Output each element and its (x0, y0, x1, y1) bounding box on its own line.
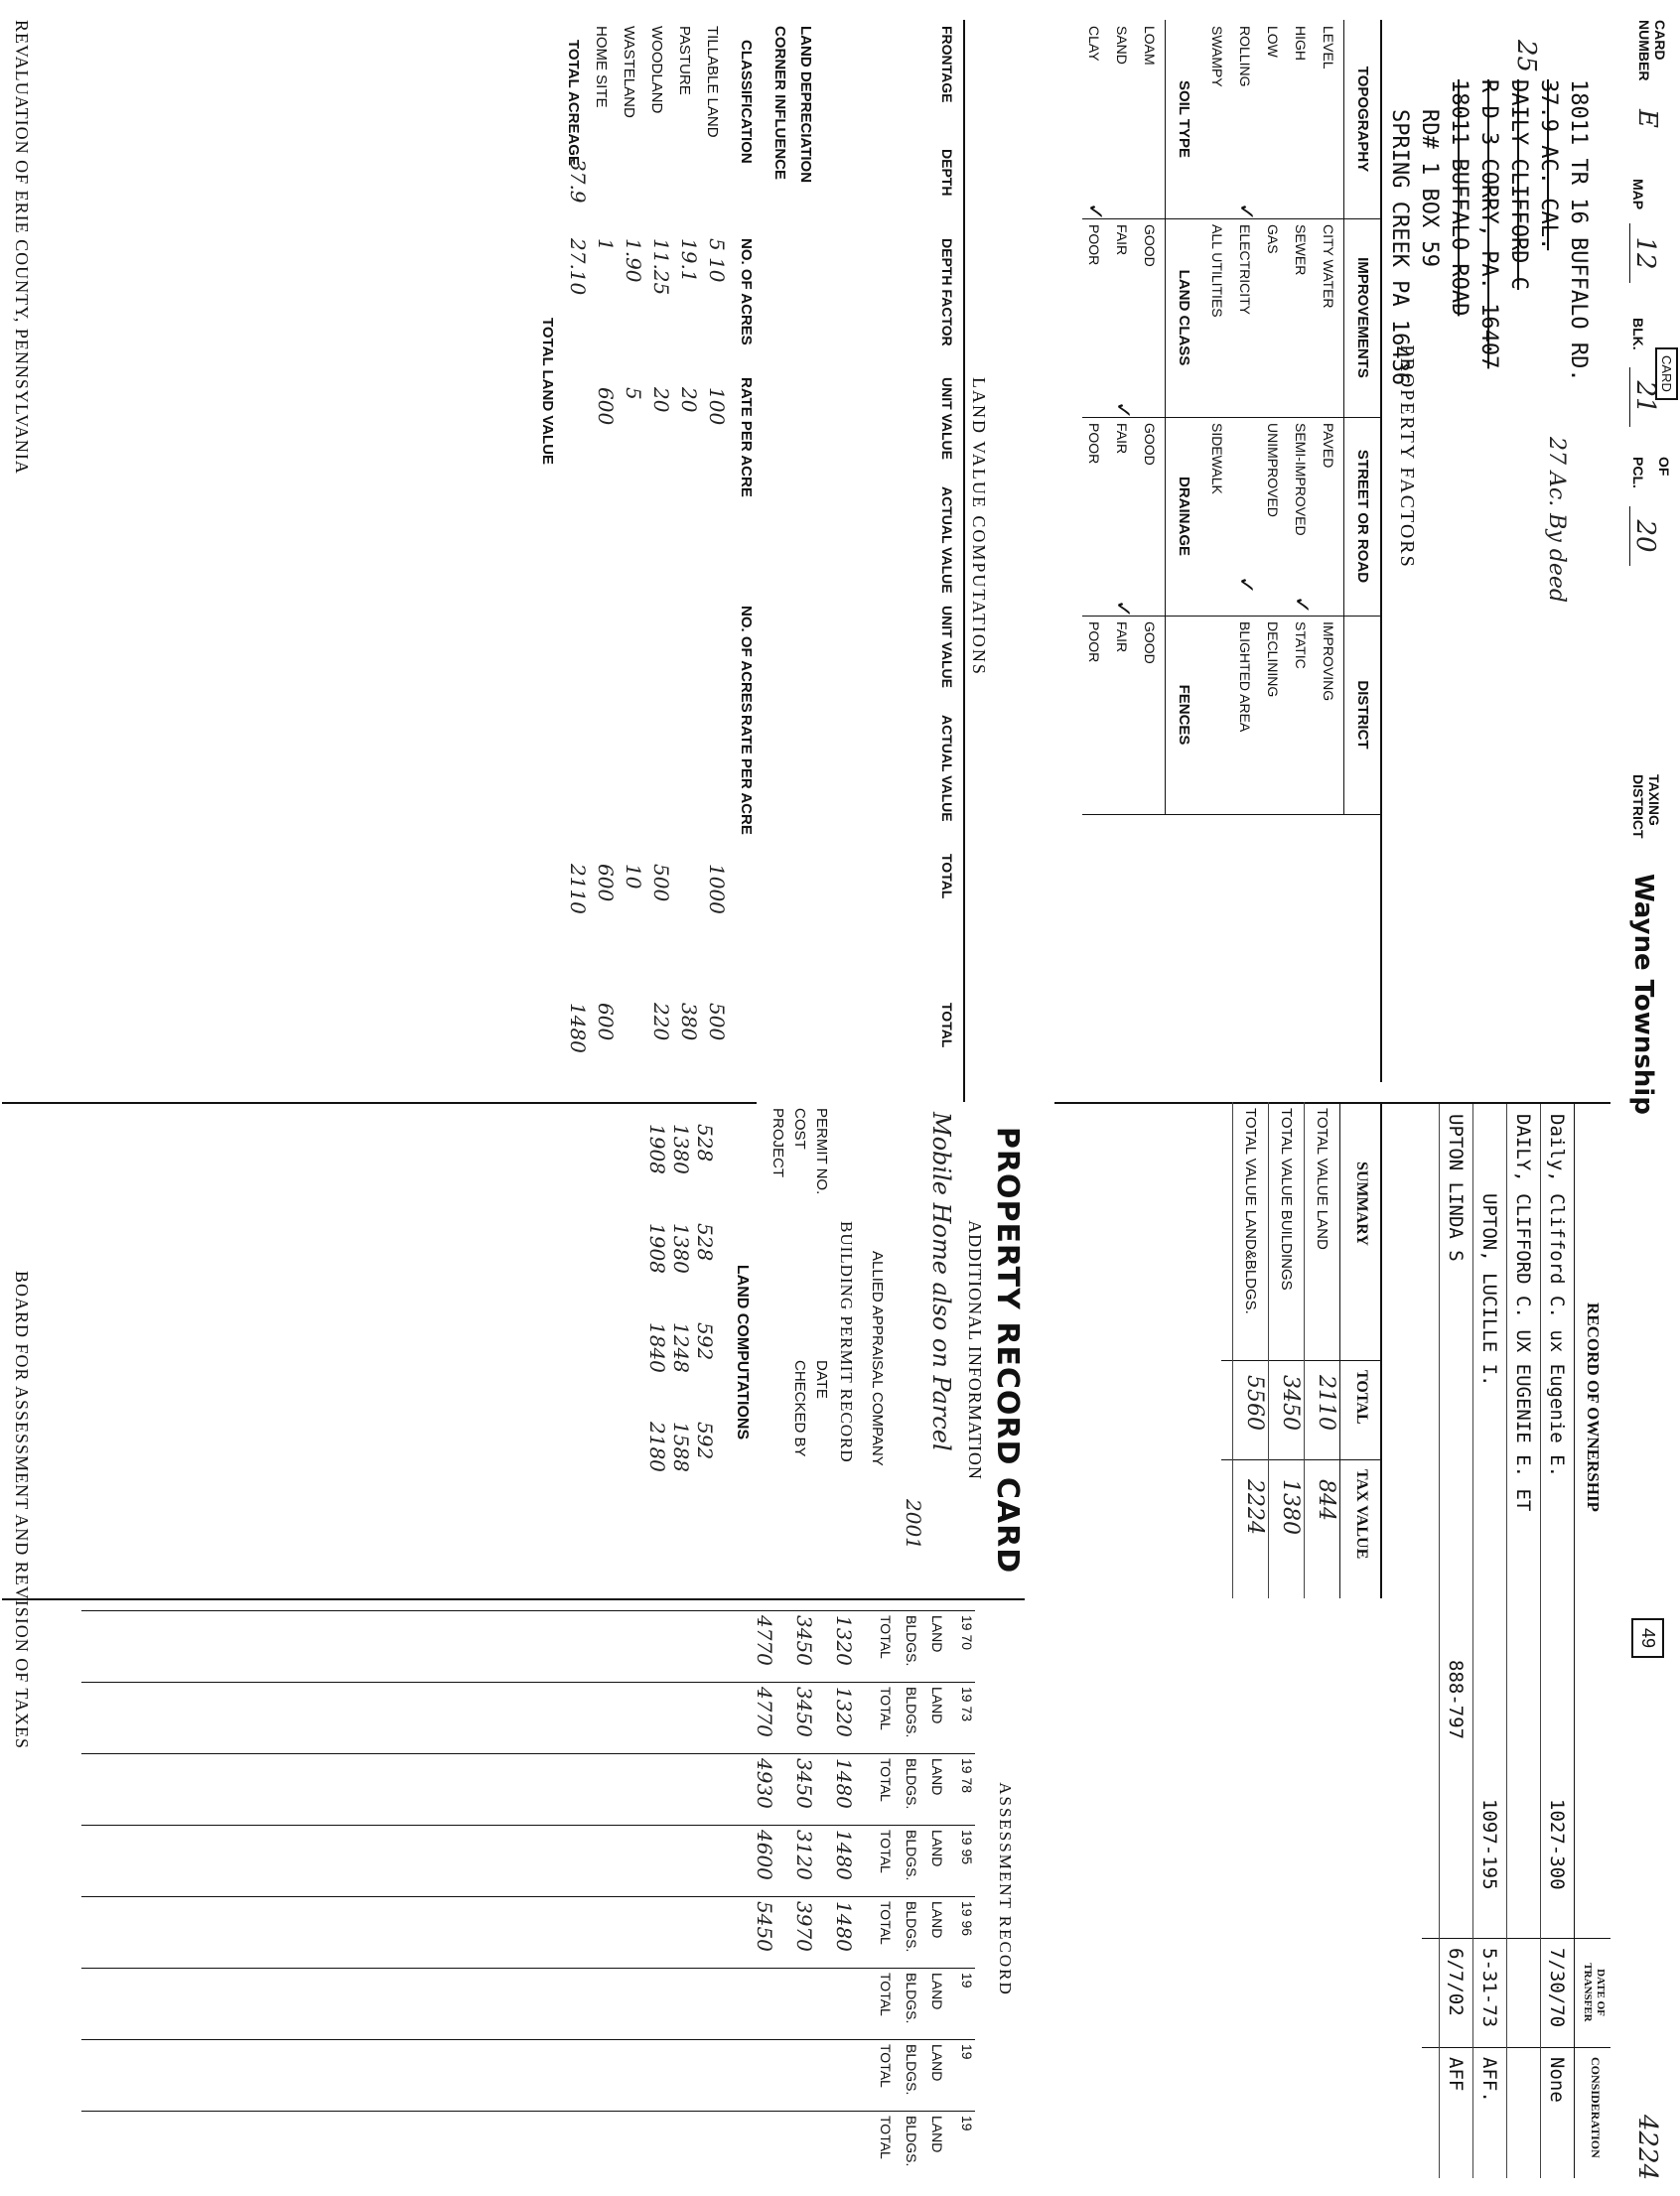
topo-low: LOW (1265, 26, 1281, 58)
class-tillable-total-2: 500 (705, 1003, 729, 1041)
permit-date-label: DATE (813, 1360, 830, 1399)
pf-divider (1082, 218, 1380, 219)
assessment-year-block (81, 2111, 975, 2179)
summary-title: SUMMARY (1353, 1162, 1370, 1246)
class-tillable-rate: 100 (705, 387, 729, 426)
summary-total: 2110 (1314, 1375, 1338, 1431)
permit-no-label: PERMIT NO. (813, 1108, 830, 1195)
assessment-year-block (81, 2039, 975, 2108)
summary-row (1304, 1102, 1338, 1598)
summary-label: TOTAL VALUE LAND (1314, 1108, 1330, 1250)
card-label: CARD (1655, 347, 1678, 400)
soil-header: SOIL TYPE (1165, 20, 1201, 218)
margin-note: 25 (1511, 40, 1541, 73)
assessment-bldgs-value: 3970 (792, 1901, 816, 1952)
fences-fair: FAIR (1114, 621, 1130, 653)
assessment-bldgs-value: 3450 (792, 1758, 816, 1809)
assessment-row-label: TOTAL (878, 1758, 894, 1802)
rate-header: RATE PER ACRE (738, 377, 755, 497)
topo-rolling: ROLLING (1237, 26, 1253, 87)
corner-influence-label: CORNER INFLUENCE (771, 26, 788, 181)
owner-ref: 1097-195 (1478, 1799, 1500, 1890)
assessment-year: 19 95 (959, 1830, 975, 1865)
assessment-row-label: LAND (929, 2116, 945, 2153)
lc-figure: 528 (693, 1124, 717, 1163)
of-label: OF (1656, 457, 1672, 477)
soil-clay: CLAY (1086, 26, 1102, 62)
lv-header-total: TOTAL (939, 854, 955, 899)
assessment-record (2, 1598, 1025, 2178)
land-class-good: GOOD (1142, 224, 1158, 267)
card-footer (2, 20, 32, 2174)
assessment-row-label: BLDGS. (904, 1901, 919, 1953)
address-line-7: SPRING CREEK PA 16436 (1387, 109, 1412, 386)
assessment-total-value: 4770 (753, 1615, 776, 1666)
lv-header-depth-factor: DEPTH FACTOR (939, 238, 955, 346)
street-header: STREET OR ROAD (1343, 417, 1380, 616)
blk-label: BLK. (1630, 318, 1646, 350)
checkmark-icon: ✓ (1290, 596, 1315, 615)
owner-name: UPTON LINDA S (1445, 1114, 1467, 1262)
district-blighted: BLIGHTED AREA (1237, 621, 1253, 733)
pcl-value: 20 (1629, 506, 1660, 566)
drainage-good: GOOD (1142, 423, 1158, 466)
assessment-year: 19 96 (959, 1901, 975, 1937)
assessment-year-block (81, 1968, 975, 2036)
rate-header-2: RATE PER ACRE (738, 715, 755, 835)
assessment-row-label: LAND (929, 2044, 945, 2082)
assessment-year-block (81, 1825, 975, 1893)
address-line-5: 18011 BUFFALO ROAD (1447, 79, 1471, 317)
lv-header-unit-value: UNIT VALUE (939, 377, 955, 460)
address-line-1: 18011 TR 16 BUFFALO RD. (1566, 79, 1591, 382)
owner-consideration: AFF. (1478, 2057, 1500, 2103)
assessment-land-value: 1320 (832, 1687, 856, 1737)
assessment-year: 19 (959, 1973, 975, 1989)
assessment-row-label: LAND (929, 1901, 945, 1939)
owner-date: 7/30/70 (1546, 1948, 1568, 2028)
assessment-row-label: BLDGS. (904, 1615, 919, 1667)
card-number-label: CARD NUMBER (1636, 20, 1668, 81)
property-factors-title: PROPERTY FACTORS (1396, 344, 1418, 569)
assessment-row-label: BLDGS. (904, 1973, 919, 2024)
topo-high: HIGH (1293, 26, 1309, 61)
pcl-label: PCL. (1630, 457, 1646, 488)
district-improving: IMPROVING (1321, 621, 1336, 702)
assessment-year: 19 (959, 2044, 975, 2060)
ownership-title: RECORD OF OWNERSHIP (1584, 1303, 1603, 1512)
district-header: DISTRICT (1343, 616, 1380, 814)
assessment-row-label: TOTAL (878, 1973, 894, 2016)
acres-header: NO. OF ACRES (738, 238, 755, 345)
assessment-row-label: BLDGS. (904, 1830, 919, 1881)
class-pasture-rate: 20 (677, 387, 701, 413)
assessment-row-label: LAND (929, 1830, 945, 1867)
township-name: Wayne Township (1628, 874, 1658, 1115)
class-woodland-acres: 11.25 (649, 238, 673, 296)
improvement-electricity: ELECTRICITY (1237, 224, 1253, 316)
drainage-fair: FAIR (1114, 423, 1130, 455)
assessment-row-label: TOTAL (878, 1687, 894, 1730)
owner-name: DAILY, CLIFFORD C. UX EUGENIE E. ET (1512, 1114, 1534, 1512)
class-home-site-total: 600 (594, 864, 618, 902)
class-home-site-rate: 600 (594, 387, 618, 426)
topo-swampy: SWAMPY (1209, 26, 1225, 87)
topo-level: LEVEL (1321, 26, 1336, 69)
owner-date: 6/7/02 (1445, 1948, 1467, 2016)
record-card-title: PROPERTY RECORD CARD (990, 1126, 1025, 1575)
permit-checked-by-label: CHECKED BY (791, 1360, 808, 1457)
street-semi-improved: SEMI-IMPROVED (1293, 423, 1309, 536)
class-woodland: WOODLAND (648, 26, 665, 114)
assessment-row-label: BLDGS. (904, 1687, 919, 1738)
record-card-note: Mobile Home also on Parcel (927, 1112, 955, 1451)
owner-ref: 1027-300 (1546, 1799, 1568, 1890)
owner-ref: 888-797 (1445, 1660, 1467, 1740)
class-tillable: TILLABLE LAND (704, 26, 721, 138)
land-class-poor: POOR (1086, 224, 1102, 266)
ownership-row (1439, 1104, 1471, 2178)
improvement-all-utilities: ALL UTILITIES (1209, 224, 1225, 318)
assessment-row-label: BLDGS. (904, 2116, 919, 2167)
lc-figure: 1380 (669, 1124, 693, 1174)
blk-value: 21 (1629, 367, 1660, 427)
lc-figure: 1588 (669, 1422, 693, 1472)
summary-tax: 1380 (1278, 1479, 1303, 1535)
assessment-row-label: LAND (929, 1687, 945, 1724)
acres-header-2: NO. OF ACRES (738, 606, 755, 713)
summary-total: 3450 (1278, 1375, 1303, 1431)
drainage-header: DRAINAGE (1165, 417, 1201, 616)
class-total-acreage-acres: 27.10 (566, 238, 590, 296)
assessment-bldgs-value: 3450 (792, 1687, 816, 1737)
lv-header-total-2: TOTAL (939, 1003, 955, 1048)
improvement-city-water: CITY WATER (1321, 224, 1336, 309)
assessment-year-block (81, 1753, 975, 1822)
map-value: 12 (1629, 223, 1660, 283)
header-strip (1610, 20, 1674, 2181)
assessment-year: 19 73 (959, 1687, 975, 1722)
lv-header-unit-value-2: UNIT VALUE (939, 606, 955, 688)
assessment-land-value: 1320 (832, 1615, 856, 1666)
soil-loam: LOAM (1142, 26, 1158, 66)
assessment-total-value: 4930 (753, 1758, 776, 1809)
land-class-fair: FAIR (1114, 224, 1130, 256)
class-tillable-total: 1000 (705, 864, 729, 914)
summary-tax: 844 (1314, 1479, 1338, 1521)
total-land-value-label: TOTAL LAND VALUE (539, 318, 556, 466)
class-wasteland: WASTELAND (621, 26, 637, 118)
pf-divider (1082, 814, 1380, 815)
assessment-row-label: LAND (929, 1615, 945, 1653)
summary-row (1268, 1102, 1303, 1598)
class-pasture-total-2: 380 (677, 1003, 701, 1041)
box-number: 49 (1631, 1618, 1664, 1658)
fences-good: GOOD (1142, 621, 1158, 664)
taxing-district-label: TAXING DISTRICT (1630, 774, 1662, 839)
owner-name: Daily, Clifford C. ux Eugenie E. (1546, 1114, 1568, 1478)
assessment-year: 19 70 (959, 1615, 975, 1651)
lc-figure: 2180 (645, 1422, 669, 1472)
assessment-row-label: LAND (929, 1973, 945, 2010)
assessment-row-label: BLDGS. (904, 2044, 919, 2096)
summary-table (1052, 1102, 1382, 1598)
class-pasture-acres: 19.1 (677, 238, 701, 283)
assessment-total-value: 4770 (753, 1687, 776, 1737)
class-total-acreage: TOTAL ACREAGE (565, 40, 582, 166)
assessment-land-value: 1480 (832, 1758, 856, 1809)
drainage-poor: POOR (1086, 423, 1102, 465)
assessment-bldgs-value: 3120 (792, 1830, 816, 1880)
assessment-year-block (81, 1610, 975, 1679)
total-acreage-note: 37.9 (566, 159, 590, 204)
class-tillable-acres: 5 10 (705, 238, 729, 283)
street-sidewalk: SIDEWALK (1209, 423, 1225, 494)
assessment-row-label: TOTAL (878, 1901, 894, 1945)
improvement-gas: GAS (1265, 224, 1281, 254)
assessment-year: 19 (959, 2116, 975, 2131)
class-woodland-rate: 20 (649, 387, 673, 413)
class-home-site-total-2: 600 (594, 1003, 618, 1041)
class-woodland-total: 500 (649, 864, 673, 902)
footer-left: REVALUATION OF ERIE COUNTY, PENNSYLVANIA (12, 20, 32, 475)
assessment-total-value: 5450 (753, 1901, 776, 1952)
fences-poor: POOR (1086, 621, 1102, 663)
date-of-transfer-label: DATE OF TRANSFER (1582, 1963, 1607, 2022)
assessment-land-value: 1480 (832, 1901, 856, 1952)
record-card-note-year: 2001 (902, 1499, 925, 1550)
permit-cost-label: COST (791, 1108, 808, 1150)
summary-total: 5560 (1242, 1375, 1267, 1431)
improvements-header: IMPROVEMENTS (1343, 218, 1380, 417)
assessment-year-block (81, 1896, 975, 1965)
district-declining: DECLINING (1265, 621, 1281, 698)
street-unimproved: UNIMPROVED (1265, 423, 1281, 517)
owner-consideration: AFF (1445, 2057, 1467, 2092)
record-card-subtitle: ADDITIONAL INFORMATION (965, 1220, 985, 1480)
ownership-row (1472, 1104, 1505, 2178)
land-computations (2, 1102, 757, 1600)
lc-figure: 1908 (645, 1223, 669, 1274)
address-line-2: 37.9 AC. CAL. (1536, 79, 1561, 251)
district-static: STATIC (1293, 621, 1309, 669)
owner-consideration: None (1546, 2057, 1568, 2103)
land-class-header: LAND CLASS (1165, 218, 1201, 417)
assessment-land-value: 1480 (832, 1830, 856, 1880)
permit-title: BUILDING PERMIT RECORD (837, 1221, 856, 1463)
lv-header-actual-value: ACTUAL VALUE (939, 486, 955, 594)
class-total-acreage-total-2: 1480 (566, 1003, 590, 1053)
summary-label: TOTAL VALUE LAND&BLDGS. (1242, 1108, 1259, 1314)
checkmark-icon: ✓ (1083, 203, 1108, 221)
checkmark-icon: ✓ (1234, 576, 1259, 595)
lc-figure: 1840 (645, 1322, 669, 1373)
class-woodland-total-2: 220 (649, 1003, 673, 1041)
summary-tax-col: TAX VALUE (1353, 1469, 1370, 1560)
checkmark-icon: ✓ (1234, 203, 1259, 221)
assessment-row-label: TOTAL (878, 2116, 894, 2159)
lc-figure: 528 (693, 1223, 717, 1262)
card-number-value: E (1632, 109, 1662, 128)
class-wasteland-acres: 1.90 (622, 238, 645, 283)
summary-total-col: TOTAL (1353, 1370, 1370, 1425)
assessment-total-value: 4600 (753, 1830, 776, 1880)
appraisal-company: ALLIED APPRAISAL COMPANY (869, 1251, 886, 1466)
checkmark-icon: ✓ (1111, 401, 1136, 420)
lc-figure: 1248 (669, 1322, 693, 1373)
land-computations-title: LAND COMPUTATIONS (734, 1264, 751, 1441)
assessment-bldgs-value: 3450 (792, 1615, 816, 1666)
soil-sand: SAND (1114, 26, 1130, 65)
summary-row (1232, 1102, 1267, 1598)
corner-note: 4224 (1632, 2115, 1662, 2181)
assessment-year-block (81, 1682, 975, 1750)
assessment-row-label: LAND (929, 1758, 945, 1796)
improvement-sewer: SEWER (1293, 224, 1309, 276)
address-line-2-note: 27 Ac. By deed (1544, 437, 1569, 603)
lv-header-actual-value-2: ACTUAL VALUE (939, 715, 955, 822)
assessment-row-label: TOTAL (878, 1830, 894, 1873)
summary-header (1339, 1102, 1380, 1598)
class-home-site-acres: 1 (594, 238, 618, 251)
lc-figure: 592 (693, 1322, 717, 1361)
topography-header: TOPOGRAPHY (1343, 20, 1380, 218)
class-home-site: HOME SITE (593, 26, 610, 108)
summary-tax: 2224 (1242, 1479, 1267, 1535)
classification-header: CLASSIFICATION (738, 40, 755, 164)
class-total-acreage-total: 2110 (566, 864, 590, 914)
lv-header-frontage: FRONTAGE (939, 26, 955, 103)
class-wasteland-rate: 5 (622, 387, 645, 400)
land-value-computations (0, 20, 989, 1102)
class-pasture: PASTURE (676, 26, 693, 95)
street-paved: PAVED (1321, 423, 1336, 469)
footer-right: BOARD FOR ASSESSMENT AND REVISION OF TAXES (12, 1271, 32, 1749)
owner-name: UPTON, LUCILLE I. (1478, 1193, 1500, 1387)
assessment-row-label: TOTAL (878, 1615, 894, 1659)
ownership-row (1506, 1104, 1539, 2178)
address-line-3: DAILY CLIFFORD C (1506, 79, 1531, 290)
land-value-title: LAND VALUE COMPUTATIONS (969, 377, 989, 676)
owner-date: 5-31-73 (1478, 1948, 1500, 2028)
address-line-4: R D 3 CORRY, PA. 16407 (1476, 79, 1501, 369)
lc-figure: 1908 (645, 1124, 669, 1174)
lc-figure: 1380 (669, 1223, 693, 1274)
map-label: MAP (1630, 179, 1646, 210)
assessment-row-label: TOTAL (878, 2044, 894, 2088)
assessment-row-label: BLDGS. (904, 1758, 919, 1810)
checkmark-icon: ✓ (1111, 600, 1136, 618)
consideration-label: CONSIDERATION (1589, 2057, 1603, 2158)
ownership-header (1574, 1104, 1610, 2178)
address-line-6: RD# 1 BOX 59 (1417, 109, 1442, 267)
summary-label: TOTAL VALUE BUILDINGS (1278, 1108, 1295, 1291)
assessment-title: ASSESSMENT RECORD (996, 1782, 1015, 1996)
lv-header-depth: DEPTH (939, 149, 955, 197)
fences-header: FENCES (1165, 616, 1201, 814)
lc-figure: 592 (693, 1422, 717, 1460)
class-wasteland-total: 10 (622, 864, 645, 890)
land-depreciation-label: LAND DEPRECIATION (797, 26, 814, 184)
permit-project-label: PROJECT (770, 1108, 786, 1178)
ownership-row (1540, 1104, 1573, 2178)
assessment-year: 19 78 (959, 1758, 975, 1794)
